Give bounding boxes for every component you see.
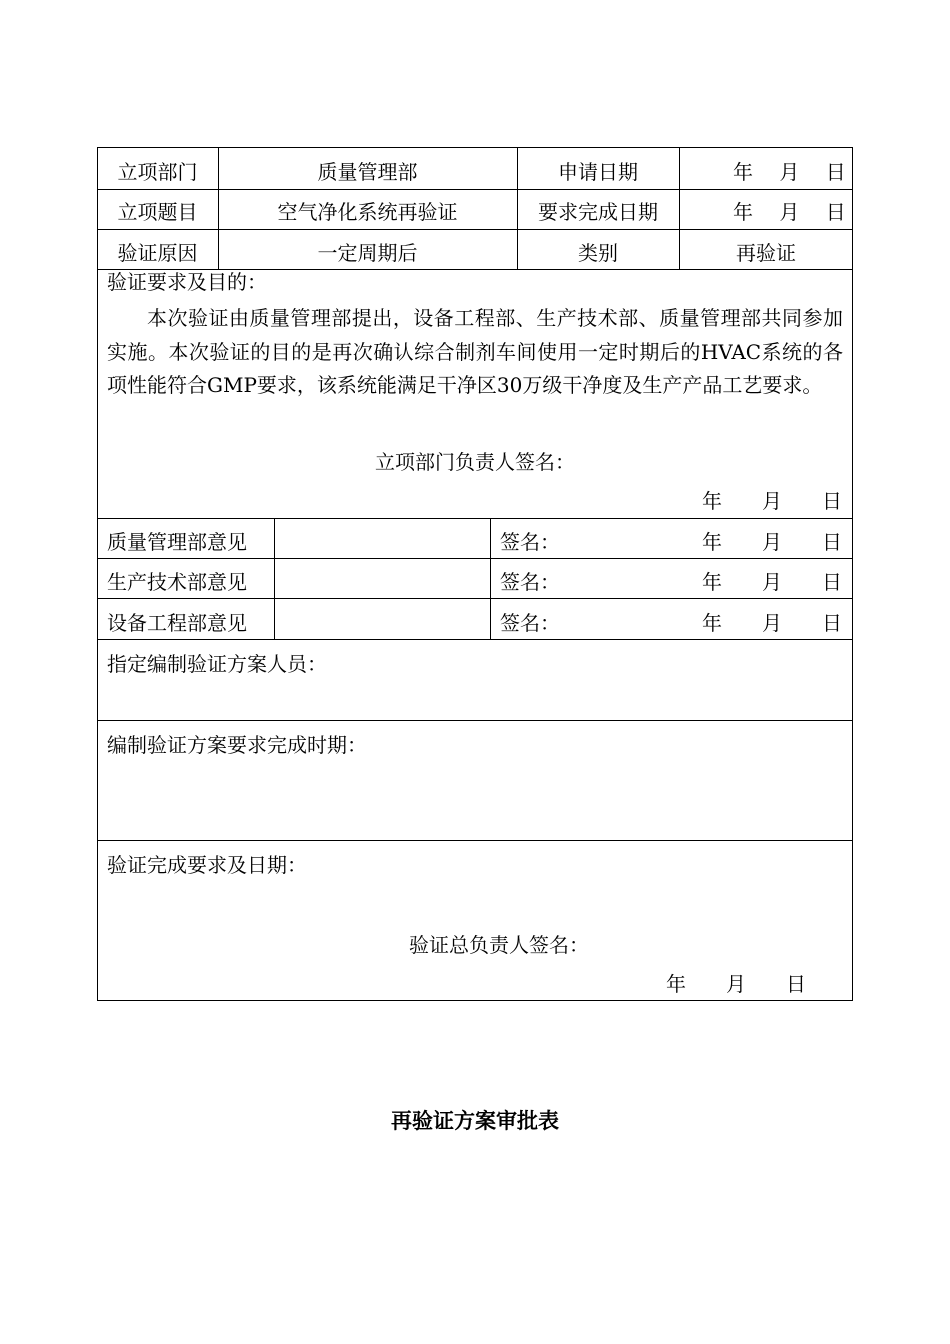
category-label: 类别 <box>578 241 618 265</box>
opinion-date-quality: 年 月 日 <box>702 530 842 554</box>
row-divider <box>97 598 853 599</box>
due-date-label: 要求完成日期 <box>538 200 658 224</box>
row-divider <box>97 639 853 640</box>
dept-label: 立项部门 <box>117 160 198 184</box>
apply-date-label: 申请日期 <box>558 160 638 184</box>
row-divider <box>97 189 853 190</box>
opinion-label-equipment: 设备工程部意见 <box>107 611 247 635</box>
completion-label: 验证完成要求及日期： <box>107 853 307 877</box>
row-divider <box>97 720 853 721</box>
opinion-sign-quality: 签名： <box>500 530 560 554</box>
col-divider <box>490 518 491 639</box>
opinion-sign-production: 签名： <box>500 570 560 594</box>
row-divider <box>97 840 853 841</box>
opinion-date-production: 年 月 日 <box>702 570 842 594</box>
subject-label: 立项题目 <box>117 200 198 224</box>
reason-label: 验证原因 <box>117 241 198 265</box>
page-title: 再验证方案审批表 <box>391 1108 559 1133</box>
opinion-sign-equipment: 签名： <box>500 611 560 635</box>
opinion-date-equipment: 年 月 日 <box>702 611 842 635</box>
apply-date-value: 年 月 日 <box>733 160 846 184</box>
col-divider <box>274 518 275 639</box>
reason-value: 一定周期后 <box>317 241 418 265</box>
opinion-label-quality: 质量管理部意见 <box>107 530 247 554</box>
plan-deadline-label: 编制验证方案要求完成时期： <box>107 733 367 757</box>
general-head-signature-label: 验证总负责人签名： <box>409 933 589 957</box>
purpose-date: 年 月 日 <box>702 489 842 513</box>
purpose-heading: 验证要求及目的： <box>107 270 267 294</box>
row-divider <box>97 518 853 519</box>
opinion-label-production: 生产技术部意见 <box>107 570 247 594</box>
dept-value: 质量管理部 <box>317 160 418 184</box>
assign-staff-label: 指定编制验证方案人员： <box>107 652 327 676</box>
completion-date: 年 月 日 <box>666 972 806 996</box>
row-divider <box>97 229 853 230</box>
due-date-value: 年 月 日 <box>733 200 846 224</box>
row-divider <box>97 558 853 559</box>
subject-value: 空气净化系统再验证 <box>277 200 458 224</box>
purpose-body: 本次验证由质量管理部提出，设备工程部、生产技术部、质量管理部共同参加实施。本次验证的目的是再次确认综合制剂车间使用一定时期后的HVAC系统的各项性能符合GMP要求，该系统能满足干净区30万级干净度及生产产品工艺要求。 <box>107 306 843 397</box>
dept-head-signature-label: 立项部门负责人签名： <box>375 450 575 474</box>
category-value: 再验证 <box>736 241 796 265</box>
